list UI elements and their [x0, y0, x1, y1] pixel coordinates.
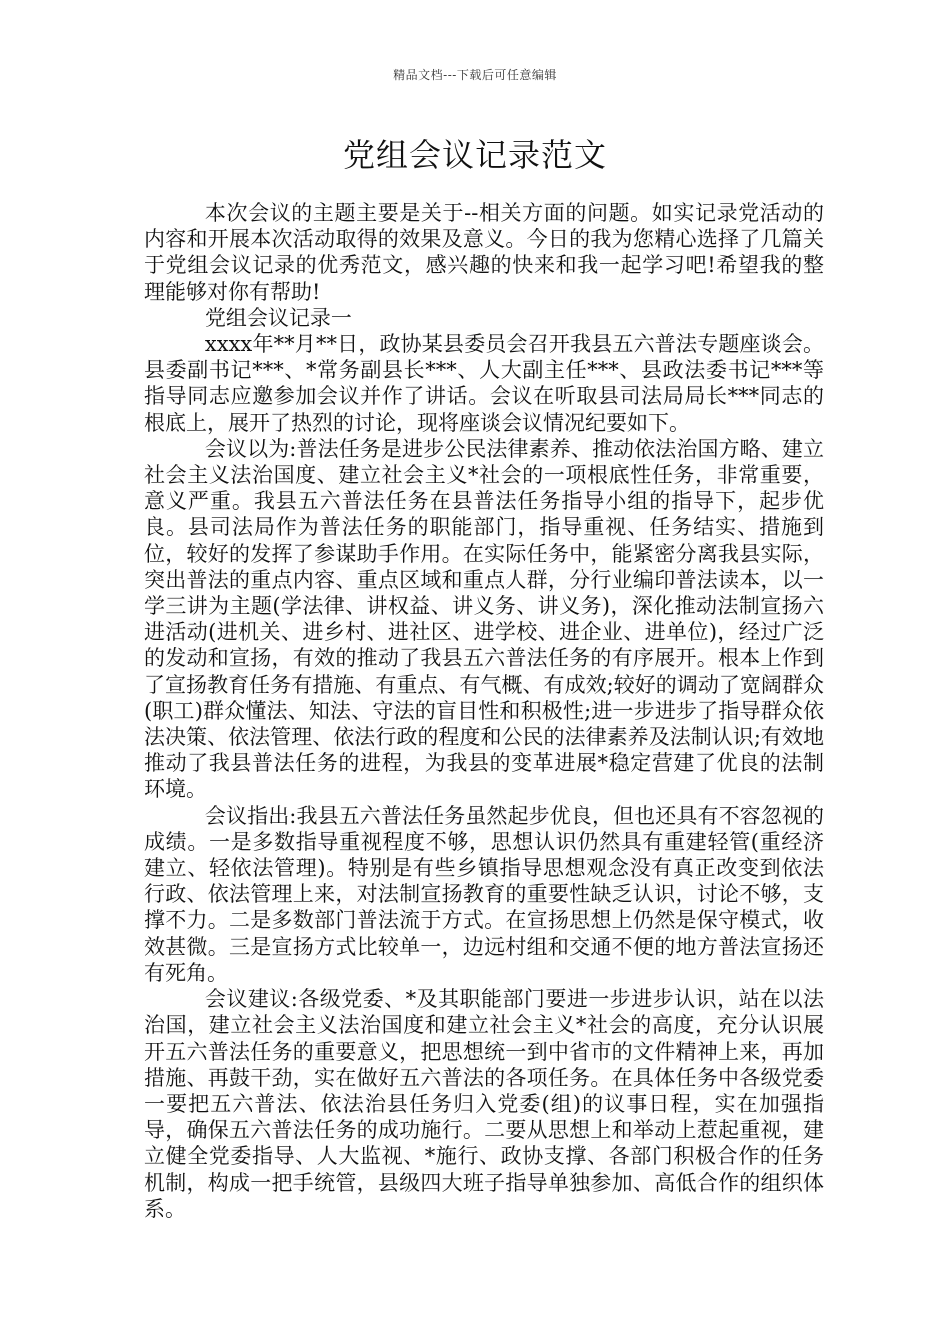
body-paragraph: xxxx年**月**日，政协某县委员会召开我县五六普法专题座谈会。县委副书记***、*常务副县长***、人大副主任***、县政法委书记***等指导同志应邀参加会议并作了讲话。会议在听取县司法局局长***同志的根底上，展开了热烈的讨论，现将座谈会议情况纪要如下。	[144, 332, 824, 435]
body-paragraph: 会议以为:普法任务是进步公民法律素养、推动依法治国方略、建立社会主义法治国度、建立社会主义*社会的一项根底性任务，非常重要，意义严重。我县五六普法任务在县普法任务指导小组的指导下，起步优良。县司法局作为普法任务的职能部门，指导重视、任务结实、措施到位，较好的发挥了参谋助手作用。在实际任务中，能紧密分离我县实际，突出普法的重点内容、重点区域和重点人群，分行业编印普法读本，以一学三讲为主题(学法律、讲权益、讲义务、讲义务)，深化推动法制宣扬六进活动(进机关、进乡村、进社区、进学校、进企业、进单位)，经过广泛的发动和宣扬，有效的推动了我县五六普法任务的有序展开。根本上作到了宣扬教育任务有措施、有重点、有气概、有成效;较好的调动了宽阔群众(职工)群众懂法、知法、守法的盲目性和积极性;进一步进步了指导群众依法决策、依法管理、依法行政的程度和公民的法律素养及法制认识;有效地推动了我县普法任务的进程，为我县的变革进展*稳定营建了优良的法制环境。	[144, 436, 824, 802]
section-heading: 党组会议记录一	[204, 305, 352, 330]
document-title: 党组会议记录范文	[342, 136, 607, 174]
header-note: 精品文档---下载后可任意编辑	[393, 68, 557, 82]
intro-paragraph: 本次会议的主题主要是关于--相关方面的问题。如实记录党活动的内容和开展本次活动取得的效果及意义。今日的我为您精心选择了几篇关于党组会议记录的优秀范文，感兴趣的快来和我一起学习吧!希望我的整理能够对你有帮助!	[144, 201, 824, 304]
body-paragraph: 会议建议:各级党委、*及其职能部门要进一步进步认识，站在以法治国，建立社会主义法治国度和建立社会主义*社会的高度，充分认识展开五六普法任务的重要意义，把思想统一到中省市的文件精神上来，再加措施、再鼓干劲，实在做好五六普法的各项任务。在具体任务中各级党委一要把五六普法、依法治县任务归入党委(组)的议事日程，实在加强指导，确保五六普法任务的成功施行。二要从思想上和举动上惹起重视，建立健全党委指导、人大监视、*施行、政协支撑、各部门积极合作的任务机制，构成一把手统管，县级四大班子指导单独参加、高低合作的组织体系。	[144, 987, 824, 1221]
body-paragraph: 会议指出:我县五六普法任务虽然起步优良，但也还具有不容忽视的成绩。一是多数指导重视程度不够，思想认识仍然具有重建轻管(重经济建立、轻依法管理)。特别是有些乡镇指导思想观念没有真正改变到依法行政、依法管理上来，对法制宣扬教育的重要性缺乏认识，讨论不够，支撑不力。二是多数部门普法流于方式。在宣扬思想上仍然是保守模式，收效甚微。三是宣扬方式比较单一，边远村组和交通不便的地方普法宣扬还有死角。	[144, 803, 824, 985]
document-body	[144, 200, 824, 1222]
